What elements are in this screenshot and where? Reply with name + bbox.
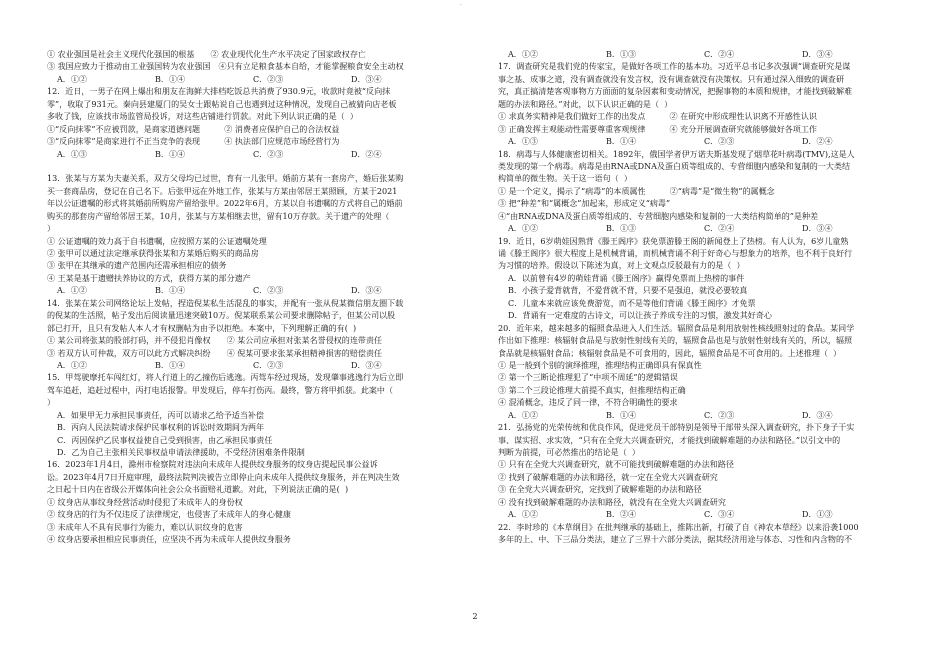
text-line: 13．张某与方某为夫妻关系，双方父母均已过世，育有一儿张甲。婚前方某有一套房产，婚后张某购: [47, 174, 404, 184]
text-line: 类发现的第一个病毒。病毒是由RNA或DNA及蛋白质等组成的、专营细胞内感染和复制的一大类结: [498, 161, 851, 171]
answer-options-row: [47, 285, 477, 297]
text-line: ④ 没有找到破解难题的办法和路径，就没有在全党大兴调查研究: [498, 497, 726, 507]
right-column: [498, 49, 928, 547]
text-line: C．丙因保护乙民事权益使自己受到损害，由乙承担民事责任: [57, 435, 273, 445]
answer-options-row: [498, 49, 928, 61]
answer-option: B．①④: [155, 149, 186, 159]
answer-option: A．①②: [508, 510, 538, 520]
answer-option: A．①③: [508, 137, 538, 147]
text-line: ① 公证遗嘱的效力高于自书遗嘱，应按照方某的公证遗嘱处理: [47, 236, 267, 246]
answer-options-row: [498, 410, 928, 422]
answer-option: D．③④: [802, 224, 833, 234]
text-line: C．儿童本来就应该免费游览，而不是等他们背诵《滕王阁序》才免票: [508, 298, 756, 308]
text-line: 构简单的微生物。关于这一语句（ ）: [498, 174, 632, 184]
answer-option: A．①②: [508, 410, 538, 420]
text-line: ① 求真务实精神是我们做好工作的出发点 ② 在研究中形成理性认识离不开感性认识: [498, 112, 817, 122]
answer-option: D．③④: [802, 50, 833, 59]
text-line: ② 第一个三断论推理犯了“中项不周延”的逻辑错误: [498, 373, 678, 383]
text-line: 17．调查研究是我们党的传家宝，是做好各项工作的基本功。习近平总书记多次强调“调查研究是谋: [498, 62, 851, 72]
text-line: 22．李时珍的《本草纲目》在批判继承的基础上，推陈出新，打破了自《神农本草经》以来沿袭1000: [498, 522, 859, 532]
answer-option: D．②④: [802, 137, 833, 147]
answer-option: D．③④: [351, 360, 382, 370]
answer-option: A．①③: [57, 149, 87, 159]
text-line: ① 是一个定义，揭示了“病毒”的本质属性 ②“病毒”是“微生物”的属概念: [498, 186, 775, 196]
text-line: ④ 王某是基于遗赠扶养协议的方式，获得方某的部分遗产: [47, 273, 251, 283]
text-line: 14．张某在某公司网络论坛上发帖，捏造倪某私生活混乱的事实，并配有一张从倪某微信朋友圈下载: [47, 298, 404, 308]
text-line: ① 是一般到个别的演绎推理，推理结构正确即具有保真性: [498, 360, 702, 370]
answer-option: B．②④: [606, 510, 637, 520]
answer-options-row: [47, 74, 477, 86]
left-column: [47, 49, 477, 547]
page-number: 2: [472, 612, 478, 621]
text-line: ② 纹身店的行为不仅违反了法律规定，也侵害了未成年人的身心健康: [47, 510, 291, 520]
text-line: ③ 未成年人不具有民事行为能力，难以认识纹身的危害: [47, 522, 243, 532]
text-line: 事之基、成事之道，没有调查就没有发言权，没有调查就没有决策权。只有通过深入细致的调查研: [498, 74, 845, 84]
answer-option: B．①③: [606, 50, 637, 59]
text-line: 21．弘扬党的光荣传统和优良作风，促进党员干部特别是领导干部带头深入调查研究，扑下身子干实: [498, 423, 855, 433]
text-line: 年以公证遗嘱的形式将其婚前所购房产留给张甲。2022年6月，方某以自书遗嘱的方式将自己的婚前: [47, 199, 403, 209]
text-line: 题的办法和路径。”对此，以下认识正确的是（ ）: [498, 99, 673, 109]
text-line: D．乙为自己主张相关民事权益申请法律援助，不受经济困难条件限制: [57, 448, 305, 457]
text-line: 多收了钱，应该找市场监管局投诉，对这些店铺进行罚款。对此下列认识正确的是（ ）: [47, 112, 358, 122]
text-line: ③ 正确发挥主观能动性需要尊重客观规律 ④ 充分开展调查研究就能够做好各项工作: [498, 124, 817, 134]
text-line: ①“反向抹零”不应被罚款，是商家道德问题 ② 消费者应保护自己的合法权益: [47, 124, 340, 134]
text-line: 多年的上、中、下三品分类法，建立了三界十六部分类法，据其经济用途与体态、习性和内含物的不: [498, 535, 853, 545]
answer-option: C．②③: [704, 410, 735, 420]
answer-option: B．①④: [606, 137, 637, 147]
answer-options-row: [47, 360, 477, 372]
answer-option: C．②③: [253, 360, 284, 370]
text-line: 食品就是核辐射食品；核辐射食品是不可食用的，因此，辐照食品是不可食用的。上述推理（ ）: [498, 348, 842, 358]
text-line: 的倪某的生活照，帖子发出后阅读量迅速突破10万。倪某联系某公司要求删除帖子，但某公司以股: [47, 311, 396, 321]
answer-option: A．①②: [57, 286, 87, 296]
text-line: D．背诵有一定难度的古诗文，可以让孩子养成专注的习惯，激发其好奇心: [508, 311, 772, 321]
text-line: 买一套商品房，登记在自己名下。后张甲远在外地工作，张某与方某由邻居王某照顾，方某于2021: [47, 186, 398, 196]
text-line: ② 找到了破解难题的办法和路径，就一定在全党大兴调查研究: [498, 472, 718, 482]
text-line: 为习惯的培养。假设以下陈述为真，对上文观点反驳最有力的是（ ）: [498, 261, 745, 271]
text-line: ③ 在全党大兴调查研究，定找到了破解难题的办法和路径: [498, 485, 702, 495]
text-line: 部已打开，且只有发帖人本人才有权删帖为由予以拒绝。本案中，下列理解正确的有( ): [47, 323, 357, 333]
answer-option: B．①④: [155, 360, 186, 370]
text-line: B．小孩子爱背就背，不爱背就不背，只要不是强迫，就没必要较真: [508, 286, 748, 296]
text-line: A．以前曾有4岁的萌娃背诵《滕王阁序》赢得免票而上热榜的事件: [508, 273, 745, 283]
answer-options-row: [47, 149, 477, 161]
text-line: 15．甲驾驶摩托车闯红灯，将人行道上的乙撞伤后逃逸。丙驾车经过现场，发现肇事逃逸行为后立即: [47, 373, 404, 383]
text-line: ③ 张甲在其继承的遗产范围内还需承担相应的债务: [47, 261, 227, 271]
blank-line: [47, 161, 477, 173]
text-line: 之日起十日内在省级公开媒体向社会公众书面赔礼道歉。对此，下列说法正确的是( ): [47, 485, 349, 495]
answer-option: D．①③: [802, 510, 833, 520]
text-line: ③“反向抹零”是商家进行不正当竞争的表现 ④ 执法部门应规范市场经营行为: [47, 137, 340, 147]
text-line: 16．2023年1月4日，滁州市检察院对违法向未成年人提供纹身服务的纹身店提起民事公益诉: [47, 460, 378, 470]
text-line: 18．病毒与人体健康密切相关。1892年，俄国学者伊万诺夫斯基发现了烟草花叶病毒(TMV),这是人: [498, 149, 855, 159]
answer-option: C．②③: [253, 286, 284, 296]
text-line: 判断为前提，可必然推出的结论是（ ）: [498, 448, 640, 457]
answer-option: C．②③: [253, 74, 284, 84]
text-line: ④ 纹身店要承担相应民事责任，应坚决不再为未成年人提供纹身服务: [47, 535, 291, 545]
text-line: 讼。2023年4月7日开庭审理，最终法院判决被告立即停止向未成年人提供纹身服务，并在判决生效: [47, 472, 400, 482]
text-line: 12．近日，一男子在网上爆出和朋友在海鲜大排档吃饭总共消费了930.9元，收款时竟被“反向抹: [47, 87, 391, 97]
answer-option: B．①③: [606, 224, 637, 234]
text-line: 究，真正搞清楚客观事物方方面面的复杂因素和变动情况，把握事物的本质和规律，才能找到破解难: [498, 87, 853, 97]
text-line: B．丙向人民法院请求保护民事权利的诉讼时效期间为两年: [57, 423, 265, 433]
text-line: ① 某公司将张某的股部打码，并不侵犯肖像权 ② 某公司应承担对张某名誉侵权的连带责任: [47, 336, 383, 346]
text-line: ③ 把“种差”和“属概念”加起来，形成定义“病毒”: [498, 199, 671, 209]
text-line: ③ 若双方认可仲裁，双方可以此方式解决纠纷 ④ 倪某可要求张某承担精神损害的赔偿责任: [47, 348, 383, 358]
text-line: ）: [47, 224, 56, 234]
text-line: 20．近年来，越来越多的辐照食品进入人们生活。辐照食品是利用放射性核线照射过的食品。某同学: [498, 323, 855, 333]
answer-option: A．①②: [57, 360, 87, 370]
text-line: 购买的那套房产留给邻居王某，10月，张某与方某相继去世，留有10万存款。关于遗产的处理（: [47, 211, 390, 221]
answer-option: D．③④: [351, 286, 382, 296]
answer-options-row: [498, 223, 928, 235]
text-line: 驾车追赶，追赶过程中，丙打电话报警。甲发现后，停车打伤丙。最终，警方将甲抓获。此案中（: [47, 385, 394, 395]
text-line: ③ 第二个三段论推理大前提不真实，但推理结构正确: [498, 385, 686, 395]
answer-option: C．②④: [704, 50, 735, 59]
text-line: ① 农业强国是社会主义现代化强国的根基 ② 农业现代化生产水平决定了国家政权存亡: [47, 50, 366, 59]
answer-option: D．③④: [802, 410, 833, 420]
answer-options-row: [498, 509, 928, 521]
answer-option: A．①②: [508, 224, 538, 234]
answer-option: D．③④: [351, 74, 382, 84]
text-line: ① 只有在全党大兴调查研究，就不可能找到破解难题的办法和路径: [498, 460, 734, 470]
answer-option: C．②④: [704, 224, 735, 234]
top-mark: ·: [460, 2, 462, 9]
text-line: ③ 我国应致力于推动由工业强国转为农业强国 ④只有立足粮食基本自给，才能掌握粮食安全主动权: [47, 62, 404, 72]
text-line: 19．近日，6岁萌娃因熟背《滕王阁序》获免票游滕王阁的新闻登上了热榜。有人认为，6岁儿童熟: [498, 236, 849, 246]
answer-option: C．③④: [704, 510, 735, 520]
answer-option: A．①②: [508, 50, 538, 59]
answer-option: B．①④: [155, 286, 186, 296]
text-line: 作出如下推理：核辐射食品是与放射性射线有关的，辐照食品也是与放射性射线有关的，所以，辐照: [498, 336, 853, 346]
answer-options-row: [498, 136, 928, 148]
answer-option: B．①④: [606, 410, 637, 420]
text-line: ④“由RNA或DNA及蛋白质等组成的、专营细胞内感染和复制的一大类结构简单的”是种差: [498, 211, 819, 221]
text-line: ④ 混淆概念，违反了同一律，不符合明确性的要求: [498, 398, 678, 408]
answer-option: B．①④: [155, 74, 186, 84]
text-line: 事、谋实招、求实效，“只有在全党大兴调查研究，才能找到破解难题的办法和路径。”以引文中的: [498, 435, 841, 445]
answer-option: A．①②: [57, 74, 87, 84]
text-line: 诵《滕王阁序》很大程度上是机械背诵，而机械背诵不利于好奇心与想象力的培养，也不利于良好行: [498, 249, 853, 258]
text-line: 零”，收取了931元。秦向县建厦门的吴女士跟帖说自己也遇到过这种情况，发现自己被猜向店老板: [47, 99, 397, 109]
text-line: A．如果甲无力承担民事责任，丙可以请求乙给予适当补偿: [57, 410, 264, 420]
answer-option: C．②③: [253, 149, 284, 159]
answer-option: C．②③: [704, 137, 735, 147]
text-line: ）: [47, 398, 56, 408]
answer-option: D．②④: [351, 149, 382, 159]
text-line: ② 张甲可以通过法定继承获得张某和方某婚后购买的商品房: [47, 249, 259, 258]
text-line: ① 纹身店从事纹身经营活动时侵犯了未成年人的身份权: [47, 497, 243, 507]
